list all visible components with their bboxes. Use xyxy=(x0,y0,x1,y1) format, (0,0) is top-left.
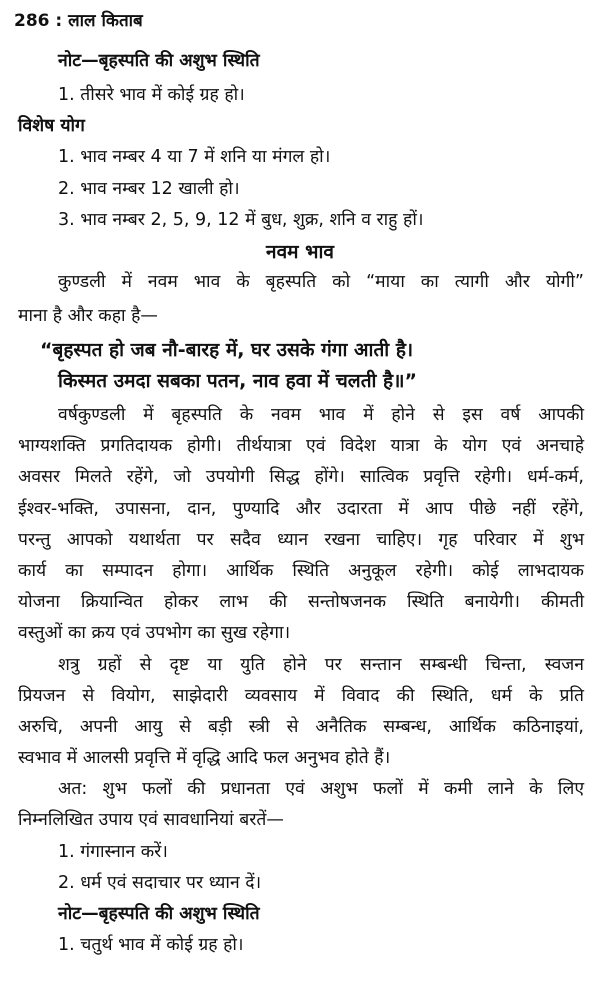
note-heading: नोट—बृहस्पति की अशुभ स्थिति xyxy=(58,904,260,924)
note-heading: नोट—बृहस्पति की अशुभ स्थिति xyxy=(58,51,260,71)
yoga-item: 2. भाव नम्बर 12 खाली हो। xyxy=(58,179,240,199)
intro-line: माना है और कहा है— xyxy=(18,306,158,326)
paragraph-line: कार्य का सम्पादन होगा। आर्थिक स्थिति अनुकूल रहेगी। कोई लाभदायक xyxy=(18,561,584,581)
note-item: 1. तीसरे भाव में कोई ग्रह हो। xyxy=(58,85,245,105)
paragraph-line: स्वभाव में आलसी प्रवृत्ति में वृद्धि आदि फल अनुभव होते हैं। xyxy=(18,748,391,768)
paragraph-line: प्रियजन से वियोग, साझेदारी व्यवसाय में विवाद की स्थिति, धर्म के प्रति xyxy=(18,686,584,706)
paragraph-line: वर्षकुण्डली में बृहस्पति के नवम भाव में होने से इस वर्ष आपकी xyxy=(58,405,584,425)
paragraph-line: अरुचि, अपनी आयु से बड़ी स्त्री से अनैतिक सम्बन्ध, आर्थिक कठिनाइयां, xyxy=(18,717,584,737)
paragraph-line: शत्रु ग्रहों से दृष्ट या युति होने पर सन्तान सम्बन्धी चिन्ता, स्वजन xyxy=(58,655,584,675)
section-title: नवम भाव xyxy=(266,241,334,263)
paragraph-line: अत: शुभ फलों की प्रधानता एवं अशुभ फलों में कमी लाने के लिए xyxy=(58,779,584,799)
note-item: 1. चतुर्थ भाव में कोई ग्रह हो। xyxy=(58,935,244,955)
remedy-item: 1. गंगास्नान करें। xyxy=(58,842,168,862)
yoga-item: 1. भाव नम्बर 4 या 7 में शनि या मंगल हो। xyxy=(58,147,331,167)
paragraph-line: अवसर मिलते रहेंगे, जो उपयोगी सिद्ध होंगे। सात्विक प्रवृत्ति रहेगी। धर्म-कर्म, xyxy=(18,467,584,487)
paragraph-line: वस्तुओं का क्रय एवं उपभोग का सुख रहेगा। xyxy=(18,623,291,643)
remedy-item: 2. धर्म एवं सदाचार पर ध्यान दें। xyxy=(58,873,262,893)
yoga-item: 3. भाव नम्बर 2, 5, 9, 12 में बुध, शुक्र, शनि व राहु हों। xyxy=(58,210,424,230)
paragraph-line: भाग्यशक्ति प्रगतिदायक होगी। तीर्थयात्रा एवं विदेश यात्रा के योग एवं अनचाहे xyxy=(18,436,584,456)
intro-line: कुण्डली में नवम भाव के बृहस्पति को “माया का त्यागी और योगी” xyxy=(58,272,584,292)
page-header: 286 : लाल किताब xyxy=(14,11,143,31)
paragraph-line: परन्तु आपको यथार्थता पर सदैव ध्यान रखना चाहिए। गृह परिवार में शुभ xyxy=(18,530,584,550)
paragraph-line: ईश्वर-भक्ति, उपासना, दान, पुण्यादि और उदारता में आप पीछे नहीं रहेंगे, xyxy=(18,499,584,519)
paragraph-line: योजना क्रियान्वित होकर लाभ की सन्तोषजनक स्थिति बनायेगी। कीमती xyxy=(18,592,584,612)
special-yoga-heading: विशेष योग xyxy=(18,116,85,136)
paragraph-line: निम्नलिखित उपाय एवं सावधानियां बरतें— xyxy=(18,810,284,830)
couplet-line: “बृहस्पत हो जब नौ-बारह में, घर उसके गंगा आती है। xyxy=(40,339,414,361)
couplet-line: किस्मत उमदा सबका पतन, नाव हवा में चलती है॥” xyxy=(58,370,418,392)
